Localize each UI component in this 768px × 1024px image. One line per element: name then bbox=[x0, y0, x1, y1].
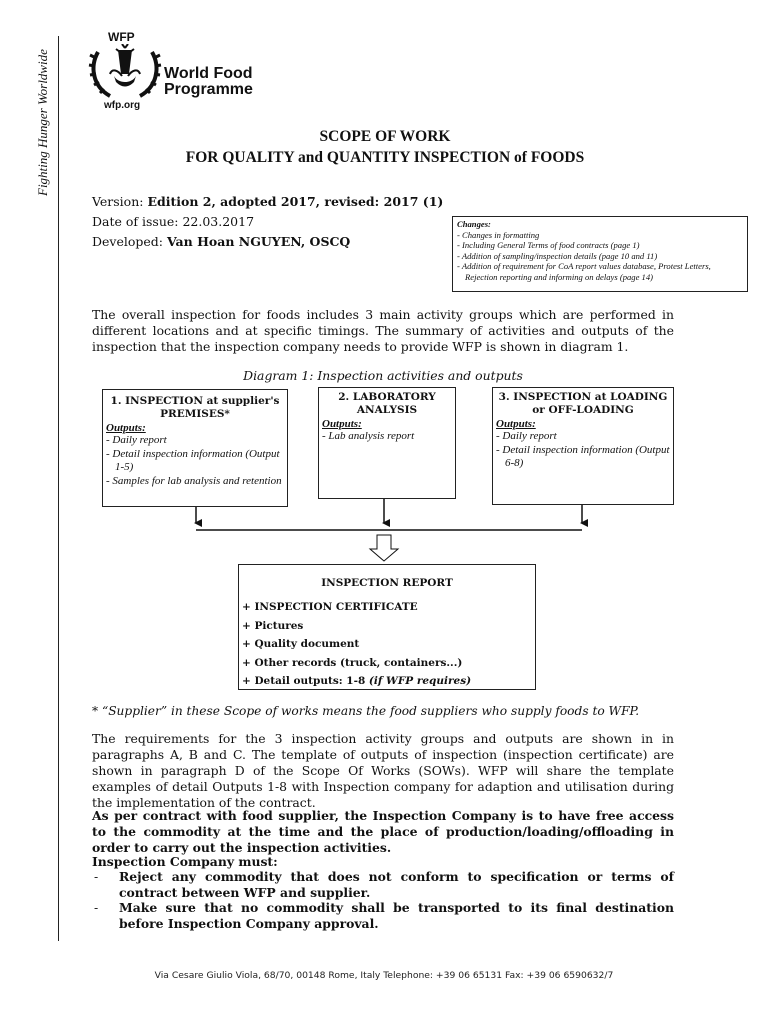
supplier-footnote: * “Supplier” in these Scope of works means the food suppliers who supply foods to WFP. bbox=[92, 704, 640, 718]
changes-item: - Addition of sampling/inspection details (page 10 and 11) bbox=[457, 250, 658, 261]
bullet-dash: - bbox=[94, 869, 99, 884]
inspection-report-box bbox=[238, 564, 536, 690]
developed-line: Developed: Van Hoan NGUYEN, OSCQ bbox=[92, 234, 351, 249]
logo-acronym: WFP bbox=[108, 30, 135, 44]
version-line: Version: Edition 2, adopted 2017, revised: 2017 (1) bbox=[92, 194, 444, 209]
outputs-label: Outputs: bbox=[496, 418, 536, 430]
bullet-dash: - bbox=[94, 900, 99, 915]
title-line2: FOR QUALITY and QUANTITY INSPECTION of FOODS bbox=[185, 149, 585, 166]
changes-item: - Addition of requirement for CoA report values database, Protest Letters, Rejection reporting and informing on delays (page 14) bbox=[457, 261, 711, 282]
diagram-caption: Diagram 1: Inspection activities and outputs bbox=[243, 368, 523, 383]
output-item: - Detail inspection information (Output 6-8) bbox=[496, 443, 670, 469]
output-item: - Daily report bbox=[496, 430, 557, 442]
outputs-label: Outputs: bbox=[106, 422, 146, 434]
down-arrow-icon bbox=[370, 535, 398, 561]
report-item: + Other records (truck, containers...) bbox=[242, 656, 463, 669]
access-paragraph: As per contract with food supplier, the Inspection Company is to have free access to the commodity at the time and the place of production/loading/offloading in order to carry out the inspection activities. bbox=[92, 808, 674, 855]
changes-title: Changes: bbox=[457, 219, 491, 229]
report-item: + INSPECTION CERTIFICATE bbox=[242, 601, 418, 613]
output-item: - Lab analysis report bbox=[322, 430, 415, 442]
box-title: 1. INSPECTION at supplier's PREMISES* bbox=[110, 395, 280, 420]
report-title: INSPECTION REPORT bbox=[321, 577, 453, 589]
footer-address: Via Cesare Giulio Viola, 68/70, 00148 Rome, Italy Telephone: +39 06 65131 Fax: +39 06 6590632/7 bbox=[154, 970, 614, 981]
report-item: + Pictures bbox=[242, 619, 304, 632]
sidebar-slogan: Fighting Hunger Worldwide bbox=[35, 49, 50, 196]
output-item: - Samples for lab analysis and retention bbox=[106, 474, 282, 487]
box-title: 3. INSPECTION at LOADING or OFF-LOADING bbox=[498, 391, 668, 416]
intro-paragraph: The overall inspection for foods includes 3 main activity groups which are performed in different locations and at specific timings. The summary of activities and outputs of the inspection that the inspection company needs to provide WFP is shown in diagram 1. bbox=[92, 307, 674, 354]
report-item: + Quality document bbox=[242, 638, 360, 650]
logo-name: World Food Programme bbox=[164, 65, 253, 98]
report-item: + Detail outputs: 1-8 (if WFP requires) bbox=[242, 675, 472, 687]
requirements-paragraph: The requirements for the 3 inspection activity groups and outputs are shown in in paragraphs A, B and C. The template of outputs of inspection (inspection certificate) are shown in paragraph D of the Scope Of Works (SOWs). WFP will share the template examples of detail Outputs 1-8 with Inspection company for adaption and utilisation during the implementation of the contract. bbox=[92, 731, 674, 810]
must-label: Inspection Company must: bbox=[92, 854, 278, 869]
must-item: - Make sure that no commodity shall be transported to its final destination before Inspection Company approval. bbox=[94, 900, 674, 931]
output-item: - Detail inspection information (Output 1-5) bbox=[106, 447, 280, 473]
title-line1: SCOPE OF WORK bbox=[319, 128, 451, 145]
date-line: Date of issue: 22.03.2017 bbox=[92, 214, 255, 229]
changes-item: - Including General Terms of food contracts (page 1) bbox=[457, 240, 640, 250]
logo-url: wfp.org bbox=[104, 100, 141, 111]
outputs-label: Outputs: bbox=[322, 418, 362, 430]
changes-item: - Changes in formatting bbox=[457, 229, 540, 240]
box-title: 2. LABORATORY ANALYSIS bbox=[338, 391, 436, 416]
output-item: - Daily report bbox=[106, 434, 167, 446]
must-item: - Reject any commodity that does not conform to specification or terms of contract between WFP and supplier. bbox=[94, 869, 674, 900]
